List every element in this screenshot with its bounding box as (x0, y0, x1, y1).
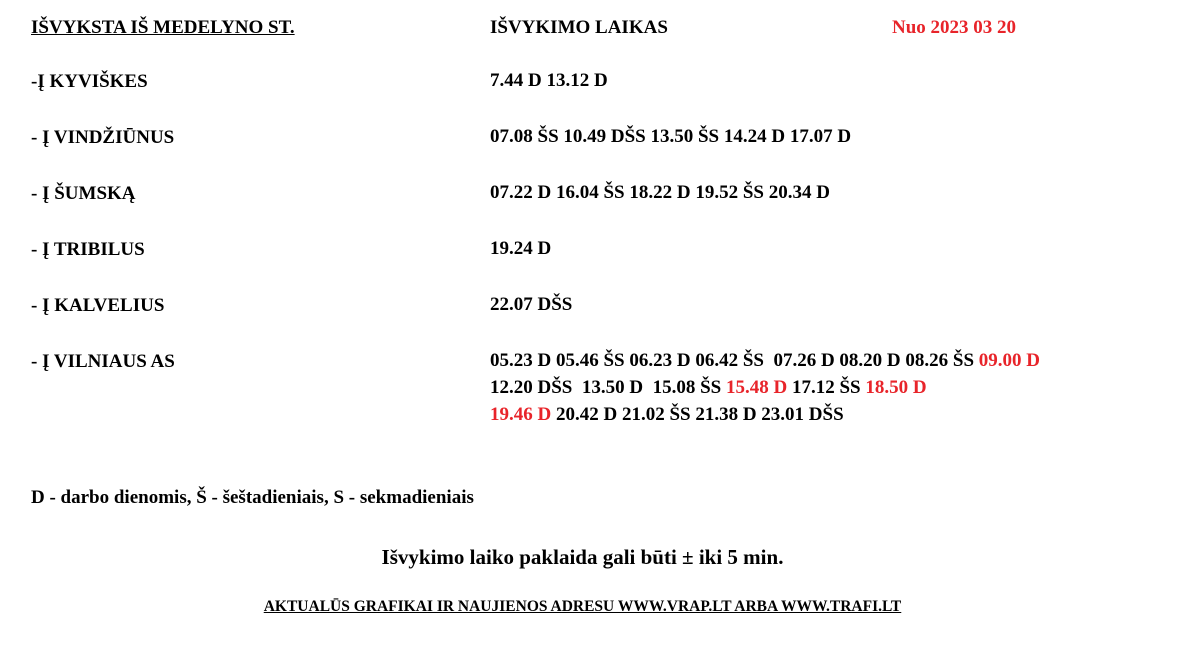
highlighted-departure-time: 09.00 D (978, 350, 1041, 371)
route-departure-times (490, 123, 851, 150)
departure-time-text: 19.24 D (490, 238, 552, 259)
departure-times-line (490, 235, 551, 262)
departure-times-line (490, 67, 608, 94)
departure-time-text: 22.07 DŠS (490, 294, 573, 315)
departure-time-text: 17.12 ŠS (787, 377, 866, 398)
highlighted-departure-time: 19.46 D (490, 404, 552, 425)
route-departure-times (490, 179, 830, 206)
departure-time-text: 05.23 D 05.46 ŠS 06.23 D 06.42 ŠS 07.26 D 08.20 D 08.26 ŠS (490, 350, 979, 371)
highlighted-departure-time: 18.50 D (865, 377, 927, 398)
departure-times-line (490, 123, 851, 150)
route-destination: - Į VINDŽIŪNUS (31, 127, 175, 148)
route-destination: - Į KALVELIUS (31, 295, 165, 316)
departure-times-line (490, 374, 1040, 401)
departure-time-text: 12.20 DŠS 13.50 D 15.08 ŠS (490, 377, 726, 398)
departure-time-text: 07.08 ŠS 10.49 DŠS 13.50 ŠS 14.24 D 17.07 D (490, 126, 852, 147)
schedule-footer-link-text: AKTUALŪS GRAFIKAI IR NAUJIENOS ADRESU WWW.VRAP.LT ARBA WWW.TRAFI.LT (263, 598, 902, 615)
schedule-legend: D - darbo dienomis, Š - šeštadieniais, S - sekmadieniais (31, 487, 474, 508)
departure-times-line (490, 401, 1040, 428)
route-departure-times (490, 347, 1040, 428)
departure-time-text: 20.42 D 21.02 ŠS 21.38 D 23.01 DŠS (551, 404, 844, 425)
departure-time-text: 7.44 D 13.12 D (490, 70, 608, 91)
highlighted-departure-time: 15.48 D (725, 377, 788, 398)
schedule-valid-from: Nuo 2023 03 20 (892, 17, 1017, 38)
route-departure-times (490, 67, 608, 94)
route-departure-times (490, 235, 551, 262)
schedule-note: Išvykimo laiko paklaida gali būti ± iki 5 min. (381, 545, 784, 569)
departure-times-line (490, 347, 1040, 374)
route-destination: - Į ŠUMSKĄ (31, 183, 136, 204)
route-departure-times (490, 291, 572, 318)
route-destination: - Į TRIBILUS (31, 239, 145, 260)
departure-time-text: 07.22 D 16.04 ŠS 18.22 D 19.52 ŠS 20.34 D (490, 182, 830, 203)
departure-times-line (490, 179, 830, 206)
route-destination: -Į KYVIŠKES (31, 71, 148, 92)
route-destination: - Į VILNIAUS AS (31, 351, 175, 372)
schedule-header-departure-time: IŠVYKIMO LAIKAS (490, 17, 668, 38)
departure-times-line (490, 291, 572, 318)
schedule-header-departure-from: IŠVYKSTA IŠ MEDELYNO ST. (31, 17, 295, 38)
